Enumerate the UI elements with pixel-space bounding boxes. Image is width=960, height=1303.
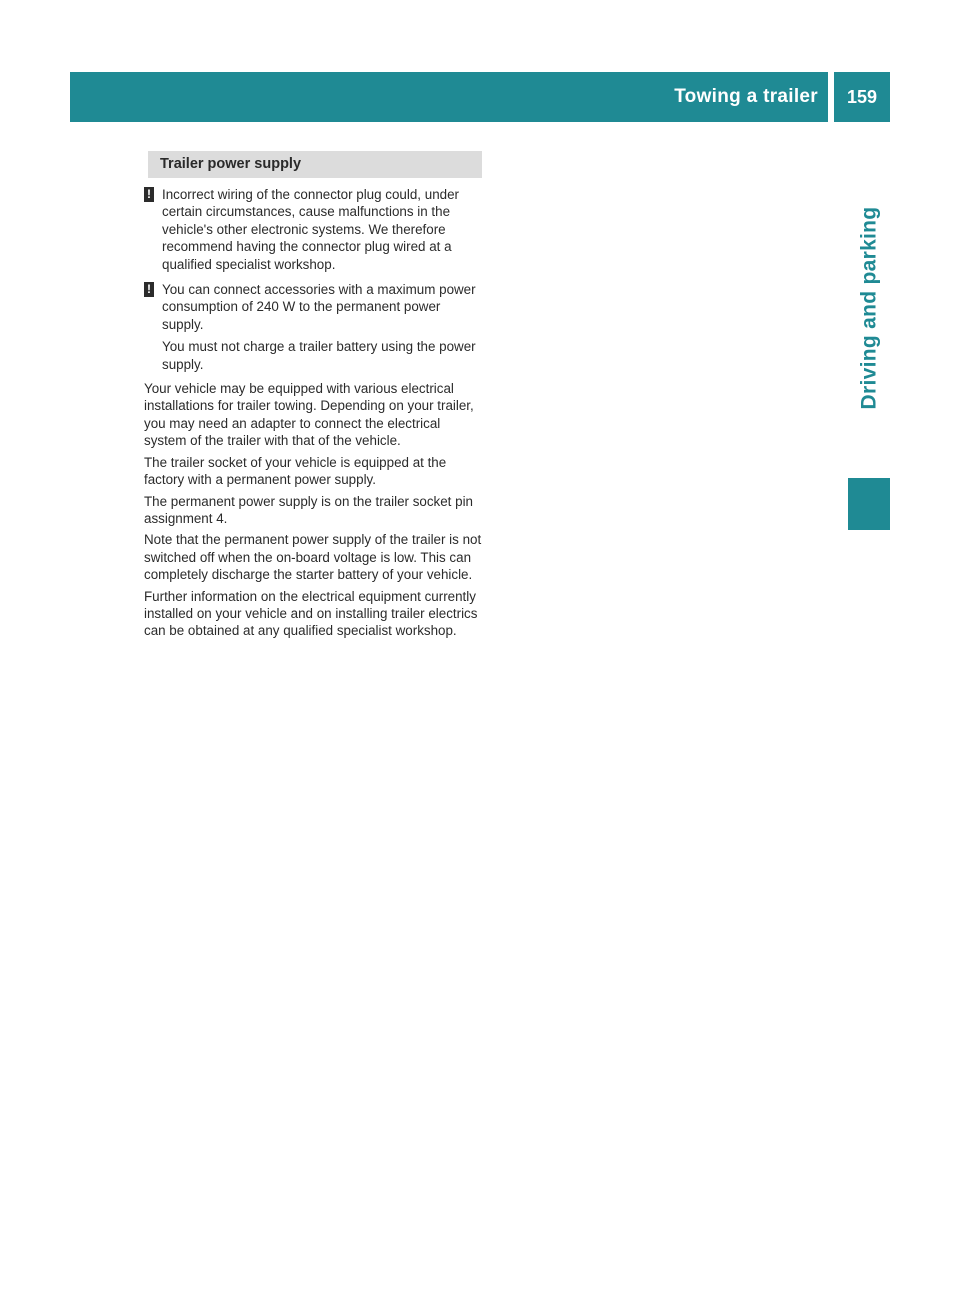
exclamation-icon: ! — [144, 187, 154, 202]
warning-note — [144, 281, 482, 373]
warning-note — [144, 186, 482, 273]
warning-text: You must not charge a trailer battery using the power supply. — [162, 339, 476, 372]
section-heading: Trailer power supply — [148, 151, 482, 178]
body-paragraph: Further information on the electrical equipment currently installed on your vehicle and on installing trailer electrics can be obtained at any qualified specialist workshop. — [144, 588, 478, 639]
exclamation-icon: ! — [144, 282, 154, 297]
body-paragraph: Your vehicle may be equipped with various electrical installations for trailer towing. Depending on your trailer, you may need an adapter to connect the electrical system of the trailer with that of the vehicle. — [144, 381, 474, 449]
warning-text: You can connect accessories with a maximum power consumption of 240 W to the permanent power supply. — [162, 282, 476, 332]
body-paragraph: The permanent power supply is on the trailer socket pin assignment 4. — [144, 493, 473, 526]
chapter-title: Towing a trailer — [674, 86, 818, 107]
side-tab-label: Driving and parking — [857, 206, 880, 410]
page-number: 159 — [834, 72, 890, 122]
body-paragraph: Note that the permanent power supply of the trailer is not switched off when the on-board voltage is low. This can completely discharge the starter battery of your vehicle. — [144, 532, 482, 583]
side-tab-marker — [848, 478, 890, 530]
page-header — [70, 72, 828, 122]
warning-text: Incorrect wiring of the connector plug could, under certain circumstances, cause malfunctions in the vehicle's other electronic systems. We therefore recommend having the connector plug wired at a qualified specialist workshop. — [162, 187, 459, 272]
main-content — [144, 151, 482, 644]
side-tab — [848, 147, 890, 469]
body-paragraph: The trailer socket of your vehicle is equipped at the factory with a permanent power supply. — [144, 454, 447, 488]
